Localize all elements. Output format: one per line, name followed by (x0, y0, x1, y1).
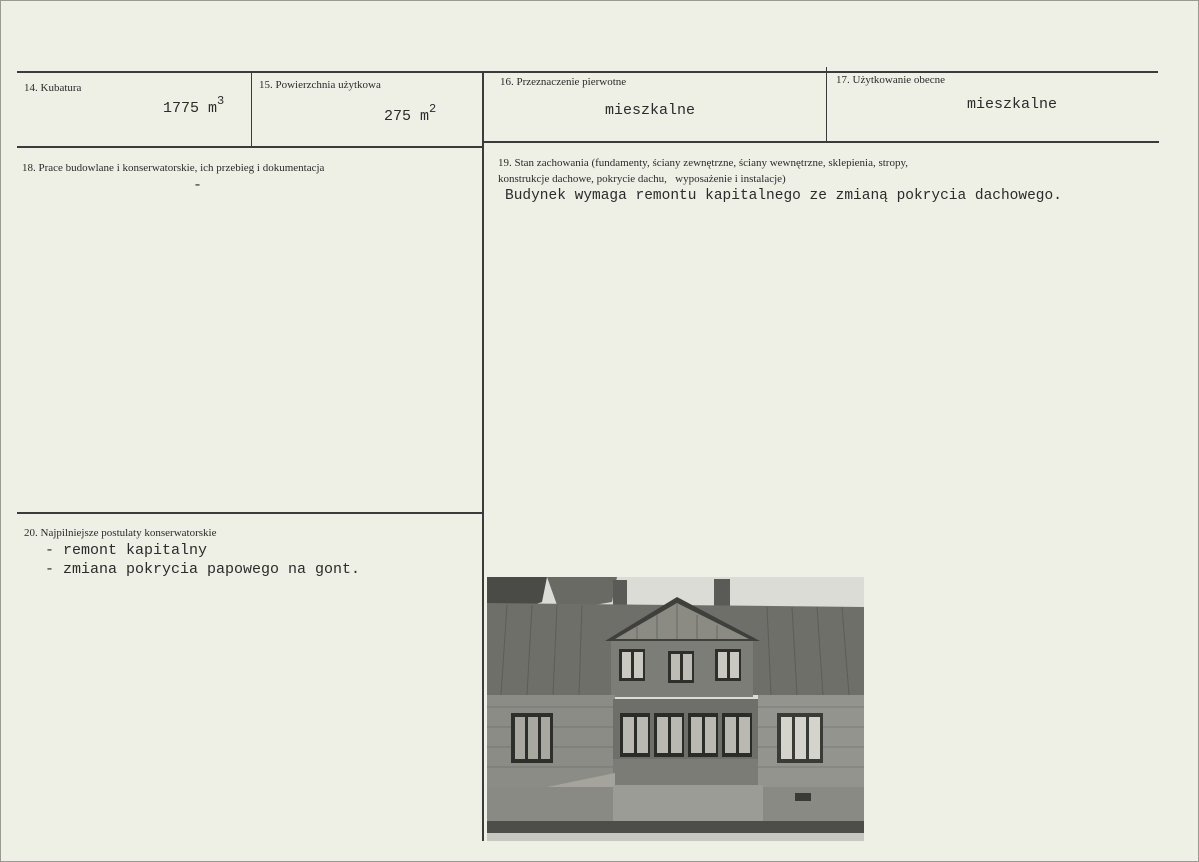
house-photo-icon (487, 577, 864, 841)
kubatura-label: 14. Kubatura (24, 82, 82, 94)
uzytkowanie-value: mieszkalne (967, 96, 1058, 113)
powierzchnia-label: 15. Powierzchnia użytkowa (259, 79, 381, 91)
postulaty-item-1: - remont kapitalny (45, 542, 208, 559)
stan-label-line2: konstrukcje dachowe, pokrycie dachu, wyposażenie i instalacje) (498, 173, 786, 185)
postulaty-label: 20. Najpilniejsze postulaty konserwatorskie (24, 527, 217, 539)
top-rule (17, 71, 1158, 73)
przeznaczenie-label: 16. Przeznaczenie pierwotne (500, 76, 627, 88)
powierzchnia-value (384, 104, 436, 125)
kubatura-number: 1775 m (163, 100, 218, 117)
stan-value: Budynek wymaga remontu kapitalnego ze zmianą pokrycia dachowego. (505, 188, 1062, 204)
prace-value: - (193, 177, 203, 194)
prace-label: 18. Prace budowlane i konserwatorskie, ich przebieg i dokumentacja (22, 162, 325, 174)
stan-label-line1: 19. Stan zachowania (fundamenty, ściany zewnętrzne, ściany wewnętrzne, sklepienia, stropy, (498, 157, 909, 169)
kubatura-value (163, 96, 224, 117)
uzytkowanie-label: 17. Użytkowanie obecne (836, 74, 946, 86)
divider-15-16 (482, 71, 484, 841)
powierzchnia-number: 275 m (384, 108, 430, 125)
section20-rule (17, 512, 483, 514)
powierzchnia-exponent: 2 (429, 102, 437, 116)
przeznaczenie-value: mieszkalne (605, 102, 696, 119)
kubatura-exponent: 3 (217, 94, 225, 108)
divider-14-15 (251, 71, 252, 147)
divider-16-17 (826, 67, 827, 142)
row1-bottom-rule-right (483, 141, 1159, 143)
house-photo (487, 577, 864, 841)
postulaty-item-2: - zmiana pokrycia papowego na gont. (45, 561, 361, 578)
row1-bottom-rule (17, 146, 483, 148)
